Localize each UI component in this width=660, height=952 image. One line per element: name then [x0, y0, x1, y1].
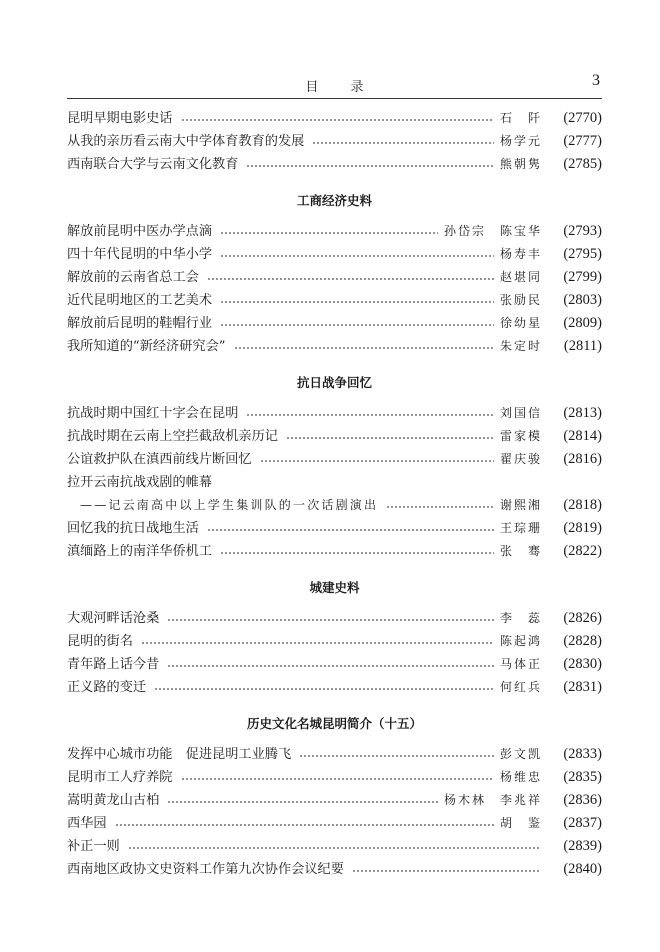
entry-title: 西南联合大学与云南文化教育	[67, 157, 239, 172]
entry-page-number: (2837)	[563, 815, 602, 831]
toc-entry[interactable]	[67, 153, 602, 176]
toc-entry[interactable]	[67, 766, 602, 789]
entry-author: 朱定时	[499, 339, 542, 353]
dot-leader	[352, 870, 540, 872]
entry-page-number: (2813)	[563, 405, 602, 421]
toc-entry-subtitle[interactable]	[67, 494, 602, 517]
dot-leader	[234, 347, 494, 349]
entry-page-number: (2818)	[563, 497, 602, 513]
toc-entry[interactable]	[67, 789, 602, 812]
entry-title: 大观河畔话沧桑	[67, 611, 160, 626]
dot-leader	[260, 460, 494, 462]
entry-title: 抗战时期中国红十字会在昆明	[67, 406, 239, 421]
toc-entry[interactable]	[67, 517, 602, 540]
header-rule	[67, 98, 602, 99]
entry-author: 陈宝华	[499, 224, 542, 238]
entry-title: 滇缅路上的南洋华侨机工	[67, 544, 213, 559]
entry-author: 雷家模	[499, 429, 542, 443]
entry-page-number: (2819)	[563, 520, 602, 536]
entry-author: 杨木林	[443, 793, 486, 807]
entry-page-number: (2831)	[563, 679, 602, 695]
section-heading: 城建史料	[309, 580, 360, 595]
entry-page-number: (2833)	[563, 746, 602, 762]
dot-leader	[386, 506, 494, 508]
toc-entry[interactable]	[67, 312, 602, 335]
entry-author: 张励民	[499, 293, 542, 307]
toc-entry[interactable]	[67, 448, 602, 471]
dot-leader	[154, 688, 494, 690]
entry-page-number: (2770)	[563, 110, 602, 126]
dot-leader	[246, 165, 494, 167]
dot-leader	[141, 642, 494, 644]
entry-title: 抗战时期在云南上空拦截敌机亲历记	[67, 429, 278, 444]
entry-page-number: (2816)	[563, 451, 602, 467]
entry-title: 昆明早期电影史话	[67, 111, 173, 126]
toc-entry[interactable]	[67, 835, 602, 858]
toc-entry[interactable]	[67, 243, 602, 266]
header-title: 目 录	[305, 80, 378, 95]
entry-author: 王琮珊	[499, 521, 542, 535]
entry-title: 昆明市工人疗养院	[67, 770, 173, 785]
entry-author: 何红兵	[499, 680, 542, 694]
dot-leader	[312, 142, 494, 144]
entry-author: 彭文凯	[499, 747, 542, 761]
entry-page-number: (2839)	[563, 838, 602, 854]
entry-page-number: (2822)	[563, 543, 602, 559]
entry-author: 孙岱宗	[443, 224, 486, 238]
entry-page-number: (2814)	[563, 428, 602, 444]
entry-title: 西南地区政协文史资料工作第九次协作会议纪要	[67, 862, 344, 877]
entry-author: 李 蕊	[499, 611, 542, 625]
toc-entry[interactable]	[67, 425, 602, 448]
dot-leader	[181, 778, 494, 780]
dot-leader	[167, 665, 494, 667]
entry-page-number: (2795)	[563, 246, 602, 262]
toc-entry[interactable]	[67, 607, 602, 630]
entry-author: 杨维忠	[499, 770, 542, 784]
dot-leader	[167, 619, 494, 621]
dot-leader	[167, 801, 438, 803]
entry-title: 回忆我的抗日战地生活	[67, 521, 199, 536]
toc-entry[interactable]	[67, 858, 602, 881]
section-heading: 工商经济史料	[296, 193, 372, 208]
entry-title: 解放前昆明中医办学点滴	[67, 224, 213, 239]
entry-author: 谢熙湘	[499, 498, 542, 512]
entry-title: 正义路的变迁	[67, 680, 147, 695]
entry-author: 熊朝隽	[499, 157, 542, 171]
entry-title: 补正一则	[67, 839, 120, 854]
entry-page-number: (2799)	[563, 269, 602, 285]
section-heading: 抗日战争回忆	[296, 375, 372, 390]
entry-author: 李兆祥	[499, 793, 542, 807]
entry-page-number: (2835)	[563, 769, 602, 785]
entry-title: 嵩明黄龙山古柏	[67, 793, 160, 808]
dot-leader	[181, 119, 494, 121]
entry-title: 公谊救护队在滇西前线片断回忆	[67, 452, 252, 467]
toc-entry[interactable]	[67, 676, 602, 699]
entry-title: 四十年代昆明的中华小学	[67, 247, 213, 262]
toc-entry[interactable]	[67, 289, 602, 312]
entry-author: 杨学元	[499, 134, 542, 148]
dot-leader	[286, 437, 494, 439]
entry-title: 青年路上话今昔	[67, 657, 160, 672]
section-heading: 历史文化名城昆明简介（十五）	[246, 716, 422, 731]
dot-leader	[246, 414, 494, 416]
table-of-contents	[67, 107, 602, 881]
toc-entry[interactable]	[67, 130, 602, 153]
toc-entry[interactable]	[67, 743, 602, 766]
entry-page-number: (2836)	[563, 792, 602, 808]
entry-page-number: (2777)	[563, 133, 602, 149]
dot-leader	[299, 755, 494, 757]
entry-page-number: (2830)	[563, 656, 602, 672]
entry-author: 徐幼星	[499, 316, 542, 330]
entry-title: 西华园	[67, 816, 107, 831]
toc-entry[interactable]	[67, 540, 602, 563]
entry-title: 拉开云南抗战戏剧的帷幕	[67, 475, 213, 490]
dot-leader	[115, 824, 494, 826]
dot-leader	[220, 232, 438, 234]
toc-entry[interactable]	[67, 630, 602, 653]
entry-title: 发挥中心城市功能 促进昆明工业腾飞	[67, 747, 292, 762]
entry-author: 赵堪同	[499, 270, 542, 284]
dot-leader	[220, 255, 494, 257]
toc-entry[interactable]	[67, 402, 602, 425]
dot-leader	[128, 847, 540, 849]
entry-page-number: (2811)	[563, 338, 602, 354]
toc-entry[interactable]	[67, 471, 602, 494]
entry-page-number: (2785)	[563, 156, 602, 172]
entry-author: 陈起鸿	[499, 634, 542, 648]
entry-title: 昆明的街名	[67, 634, 133, 649]
toc-entry[interactable]	[67, 335, 602, 358]
entry-page-number: (2828)	[563, 633, 602, 649]
entry-author: 杨寿丰	[499, 247, 542, 261]
entry-title: 从我的亲历看云南大中学体育教育的发展	[67, 134, 305, 149]
dot-leader	[220, 324, 494, 326]
toc-entry[interactable]	[67, 107, 602, 130]
page-number: 3	[592, 72, 600, 89]
entry-page-number: (2793)	[563, 223, 602, 239]
entry-author: 石 阡	[499, 111, 542, 125]
entry-author: 翟庆骏	[499, 452, 542, 466]
toc-entry[interactable]	[67, 653, 602, 676]
toc-entry[interactable]	[67, 220, 602, 243]
toc-entry[interactable]	[67, 812, 602, 835]
entry-title: 近代昆明地区的工艺美术	[67, 293, 213, 308]
dot-leader	[207, 278, 494, 280]
entry-author: 胡 鉴	[499, 816, 542, 830]
entry-author: 张 骞	[499, 544, 542, 558]
entry-page-number: (2840)	[563, 861, 602, 877]
running-header	[67, 72, 602, 96]
entry-page-number: (2803)	[563, 292, 602, 308]
entry-title: 我所知道的“新经济研究会”	[67, 339, 226, 354]
dot-leader	[220, 301, 494, 303]
entry-title: 解放前后昆明的鞋帽行业	[67, 316, 213, 331]
entry-author: 马体正	[499, 657, 542, 671]
entry-title: 解放前的云南省总工会	[67, 270, 199, 285]
entry-page-number: (2826)	[563, 610, 602, 626]
entry-author: 刘国信	[499, 406, 542, 420]
dot-leader	[207, 529, 494, 531]
dot-leader	[220, 552, 494, 554]
entry-page-number: (2809)	[563, 315, 602, 331]
entry-title: ——记云南高中以上学生集训队的一次话剧演出	[80, 498, 379, 512]
toc-entry[interactable]	[67, 266, 602, 289]
